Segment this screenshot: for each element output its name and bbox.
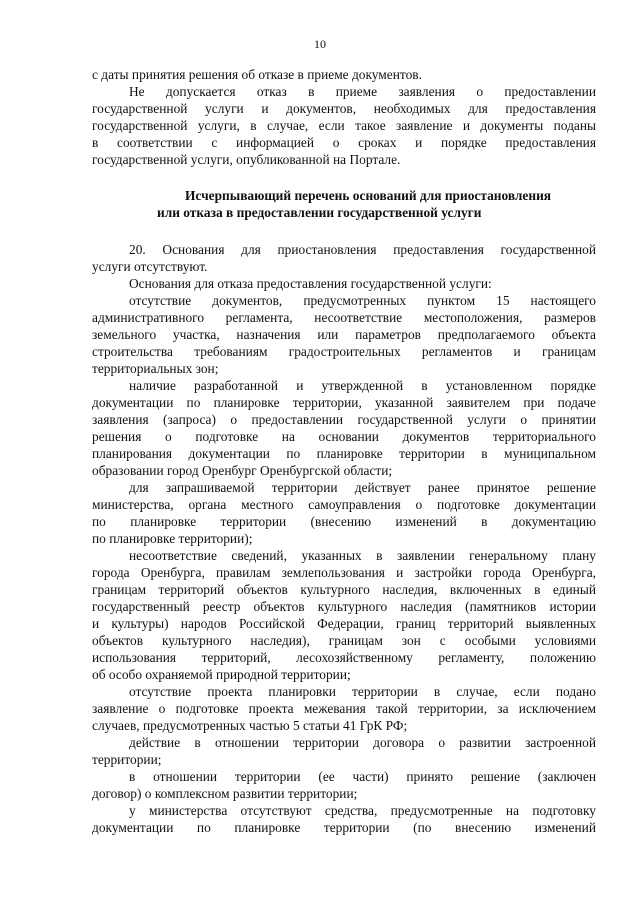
text-line: строительства требованиям градостроительных регламентов и границам — [92, 344, 596, 359]
text-line: для запрашиваемой территории действует ранее принятое решение — [129, 480, 596, 495]
text-line: государственной услуги и документов, необходимых для предоставления — [92, 101, 596, 116]
text-line: Основания для отказа предоставления государственной услуги: — [129, 276, 492, 291]
text-line: использования территорий, лесохозяйственному регламенту, положению — [92, 650, 596, 665]
text-line: и культуры) народов Российской Федерации, границ территорий выявленных — [92, 616, 596, 631]
text-line: действие в отношении территории договора о развитии застроенной — [129, 735, 596, 750]
text-line: объектов культурного наследия), границам зон с особыми условиями — [92, 633, 596, 648]
text-line: Не допускается отказ в приеме заявления о предоставлении — [129, 84, 596, 99]
section-heading: или отказа в предоставлении государственной услуги — [157, 205, 482, 220]
text-line: отсутствие проекта планировки территории в случае, если подано — [129, 684, 596, 699]
text-line: наличие разработанной и утвержденной в установленном порядке — [129, 378, 596, 393]
text-line: территориальных зон; — [92, 361, 219, 376]
text-line: планирования документации по планировке территории в муниципальном — [92, 446, 596, 461]
text-line: министерства, органа местного самоуправления о подготовке документации — [92, 497, 596, 512]
text-line: государственной услуги, опубликованной на Портале. — [92, 152, 401, 167]
text-line: у министерства отсутствуют средства, предусмотренные на подготовку — [129, 803, 596, 818]
section-heading: Исчерпывающий перечень оснований для приостановления — [185, 188, 552, 203]
text-line: с даты принятия решения об отказе в приеме документов. — [92, 67, 422, 82]
text-line: земельного участка, назначения или параметров предполагаемого объекта — [92, 327, 596, 342]
text-line: государственной услуги, в случае, если такое заявление и документы поданы — [92, 118, 596, 133]
text-line: отсутствие документов, предусмотренных пунктом 15 настоящего — [129, 293, 596, 308]
text-line: заявления (запроса) о предоставлении государственной услуги о принятии — [92, 412, 596, 427]
text-line: 20. Основания для приостановления предоставления государственной — [129, 242, 596, 257]
text-line: города Оренбурга, правилам землепользования и застройки города Оренбурга, — [92, 565, 596, 580]
text-line: в соответствии с информацией о сроках и порядке предоставления — [92, 135, 596, 150]
text-line: в отношении территории (ее части) принято решение (заключен — [129, 769, 596, 784]
text-line: образовании город Оренбург Оренбургской области; — [92, 463, 393, 478]
text-line: территории; — [92, 752, 162, 767]
text-line: заявление о подготовке проекта межевания такой территории, за исключением — [92, 701, 596, 716]
text-line: документации по планировке территории (по внесению изменений — [92, 820, 596, 835]
text-line: государственный реестр объектов культурного наследия (памятников истории — [92, 599, 596, 614]
text-line: договор) о комплексном развитии территории; — [92, 786, 358, 801]
text-line: об особо охраняемой природной территории; — [92, 667, 351, 682]
text-line: услуги отсутствуют. — [92, 259, 208, 274]
text-line: по планировке территории (внесению изменений в документацию — [92, 514, 596, 529]
text-line: границам территорий объектов культурного наследия, включенных в единый — [92, 582, 596, 597]
text-line: административного регламента, несоответствие местоположения, размеров — [92, 310, 596, 325]
text-line: несоответствие сведений, указанных в заявлении генеральному плану — [129, 548, 596, 563]
text-line: случаев, предусмотренных частью 5 статьи 41 ГрК РФ; — [92, 718, 408, 733]
text-line: документации по планировке территории, указанной заявителем при подаче — [92, 395, 596, 410]
text-line: решения о подготовке на основании документов территориального — [92, 429, 596, 444]
text-line: по планировке территории); — [92, 531, 253, 546]
page-number: 10 — [314, 37, 326, 51]
